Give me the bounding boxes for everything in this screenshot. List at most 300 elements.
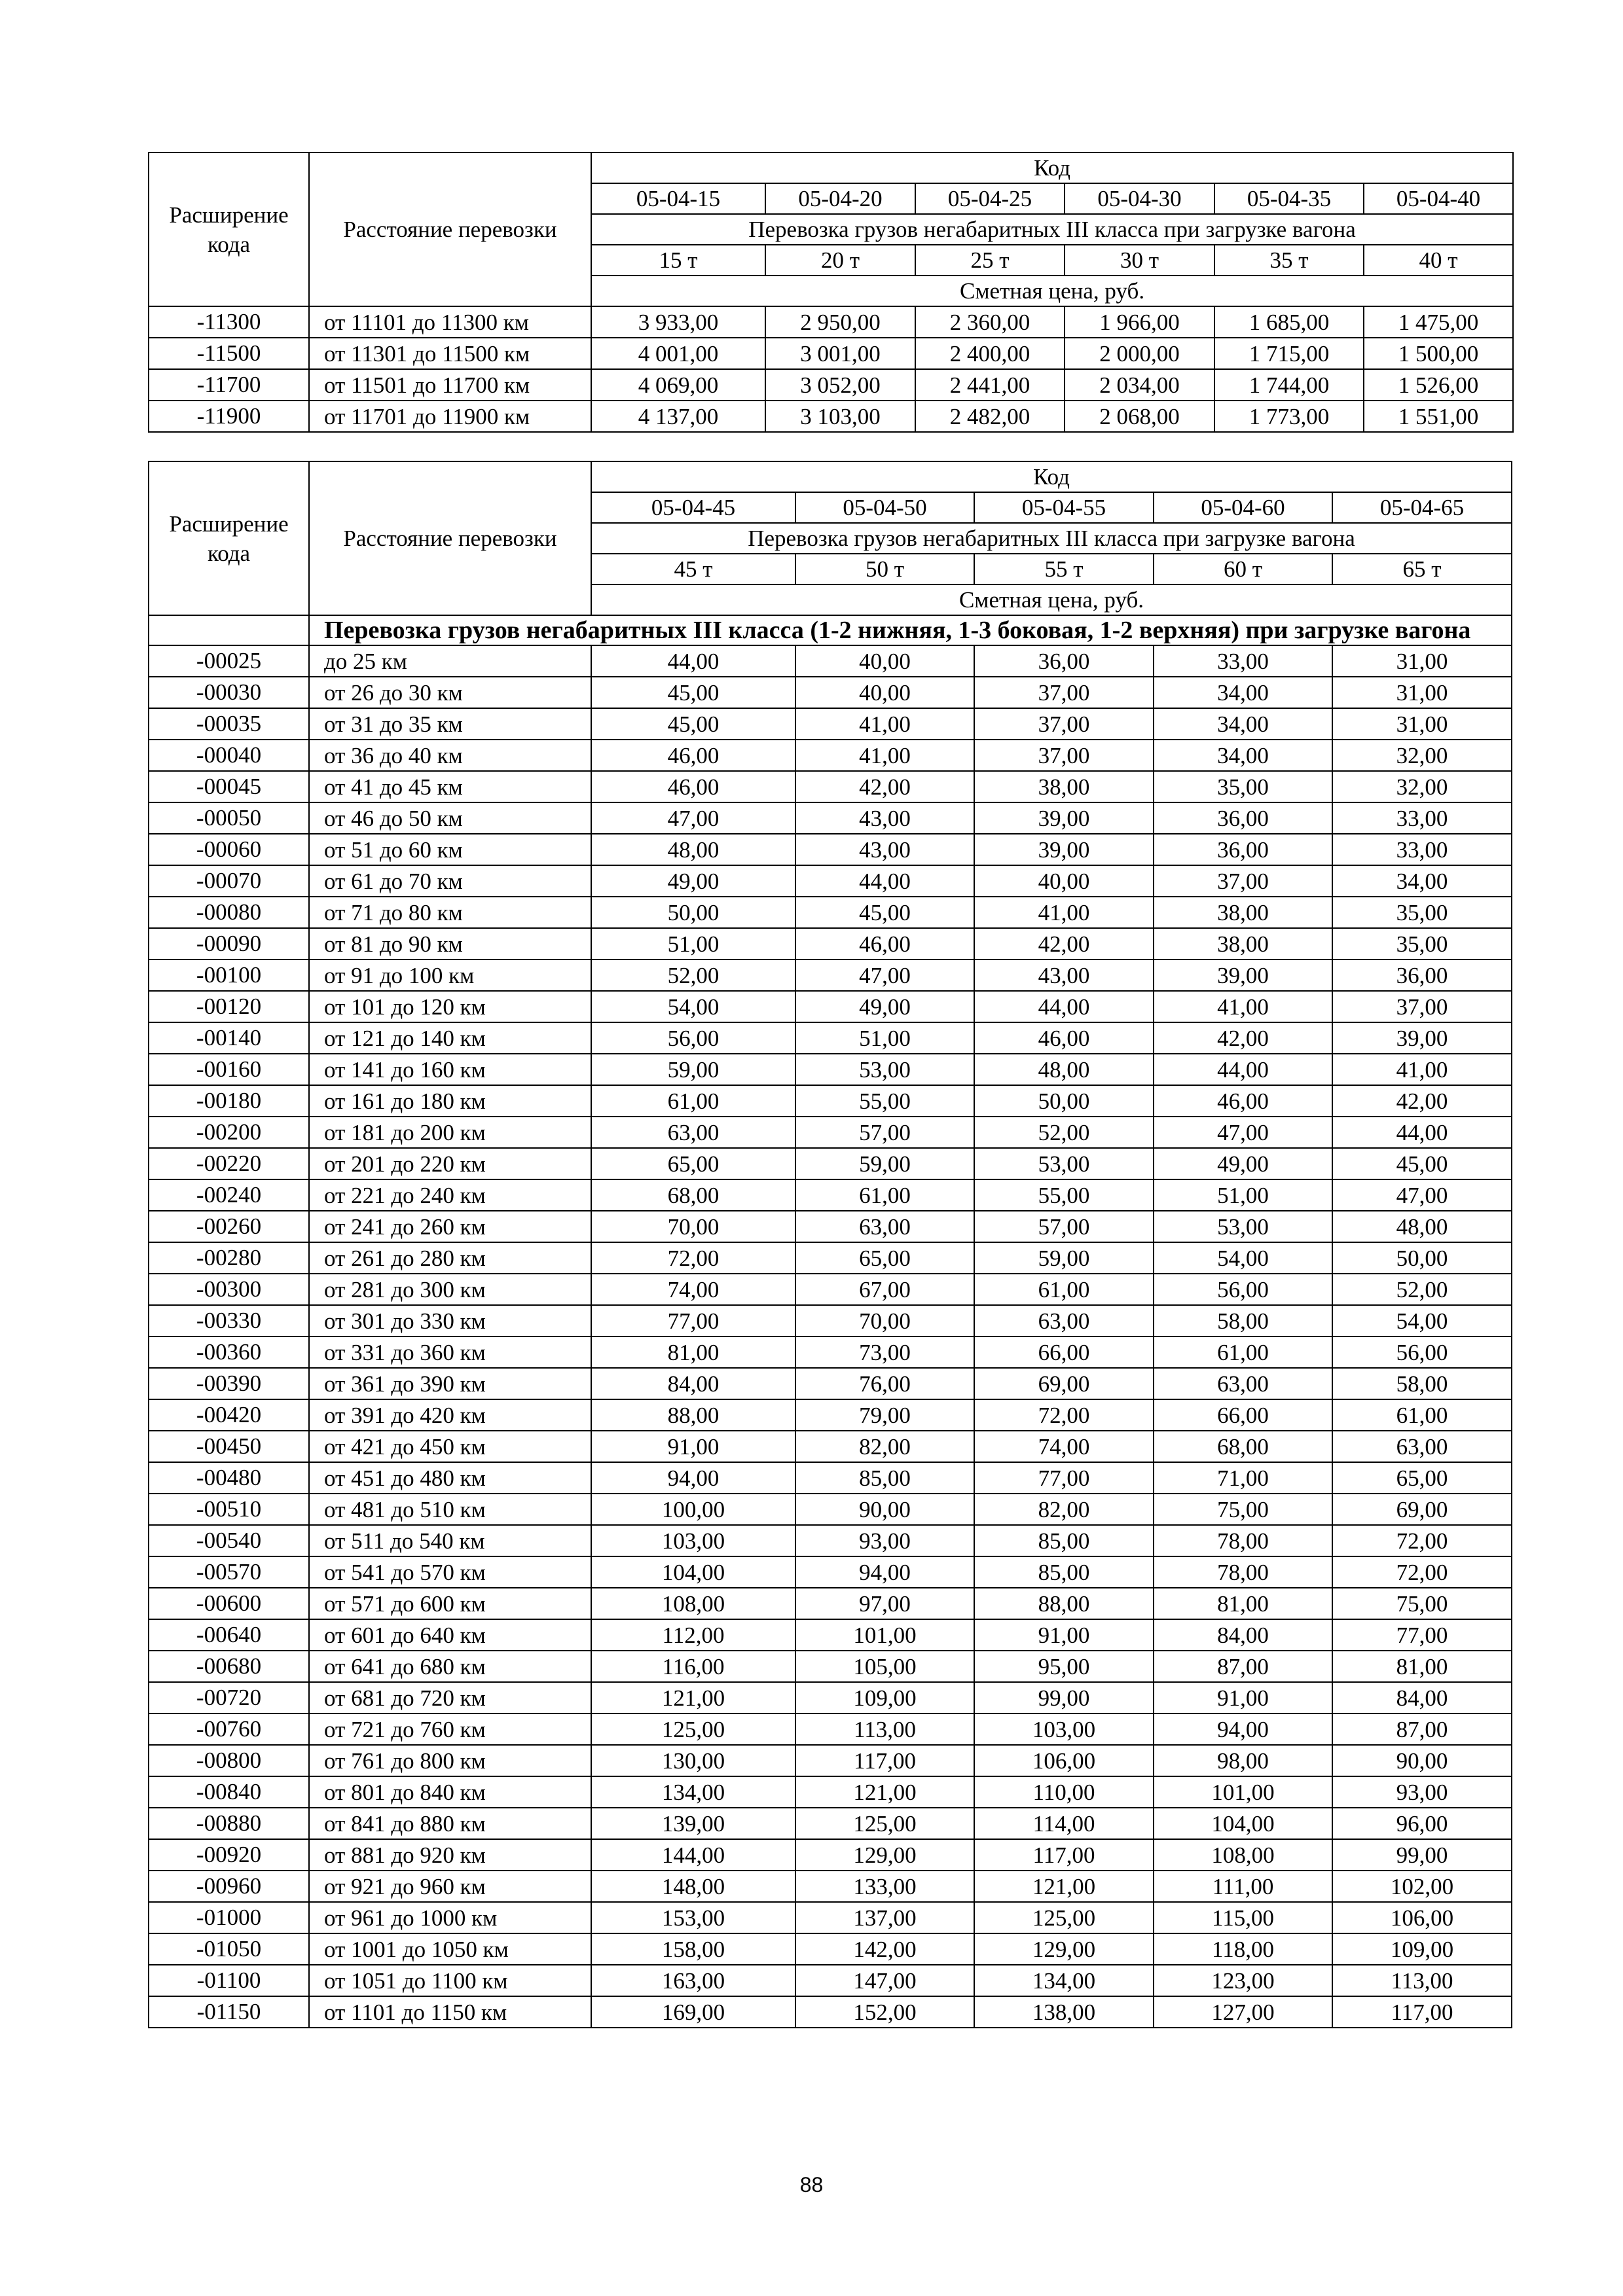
ext-code-cell: -11300	[149, 306, 309, 338]
price-cell: 43,00	[974, 960, 1154, 991]
price-cell: 98,00	[1154, 1745, 1332, 1776]
distance-cell: от 841 до 880 км	[309, 1808, 591, 1839]
price-cell: 54,00	[1332, 1305, 1512, 1336]
price-cell: 68,00	[591, 1179, 795, 1211]
price-cell: 49,00	[1154, 1148, 1332, 1179]
price-cell: 94,00	[591, 1462, 795, 1494]
distance-cell: от 141 до 160 км	[309, 1054, 591, 1085]
load-cell: 35 т	[1214, 245, 1364, 276]
code-cell: 05-04-30	[1065, 183, 1214, 214]
price-cell: 3 103,00	[765, 401, 915, 432]
header-load-caption: Перевозка грузов негабаритных III класса при загрузке вагона	[591, 523, 1512, 554]
distance-cell: от 281 до 300 км	[309, 1274, 591, 1305]
price-cell: 71,00	[1154, 1462, 1332, 1494]
table-row	[149, 740, 1512, 771]
price-cell: 72,00	[1332, 1556, 1512, 1588]
load-cell: 60 т	[1154, 554, 1332, 584]
price-cell: 133,00	[795, 1871, 974, 1902]
price-cell: 57,00	[795, 1117, 974, 1148]
ext-code-cell: -00050	[149, 802, 309, 834]
price-cell: 42,00	[974, 928, 1154, 960]
price-cell: 99,00	[1332, 1839, 1512, 1871]
price-cell: 109,00	[1332, 1933, 1512, 1965]
price-cell: 77,00	[974, 1462, 1154, 1494]
table-row	[149, 802, 1512, 834]
price-cell: 45,00	[591, 708, 795, 740]
price-cell: 103,00	[974, 1713, 1154, 1745]
price-cell: 69,00	[974, 1368, 1154, 1399]
distance-cell: от 51 до 60 км	[309, 834, 591, 865]
ext-code-cell: -00220	[149, 1148, 309, 1179]
ext-code-cell: -00080	[149, 897, 309, 928]
price-cell: 65,00	[591, 1148, 795, 1179]
price-cell: 2 360,00	[915, 306, 1065, 338]
ext-code-cell: -00260	[149, 1211, 309, 1242]
price-cell: 106,00	[1332, 1902, 1512, 1933]
ext-code-cell: -11700	[149, 369, 309, 401]
price-cell: 44,00	[974, 991, 1154, 1022]
table-row	[149, 1682, 1512, 1713]
price-cell: 34,00	[1332, 865, 1512, 897]
distance-cell: от 11701 до 11900 км	[309, 401, 591, 432]
price-cell: 36,00	[1154, 802, 1332, 834]
load-cell: 30 т	[1065, 245, 1214, 276]
code-cell: 05-04-25	[915, 183, 1065, 214]
ext-code-cell: -00880	[149, 1808, 309, 1839]
price-cell: 110,00	[974, 1776, 1154, 1808]
price-cell: 125,00	[974, 1902, 1154, 1933]
price-cell: 61,00	[1154, 1336, 1332, 1368]
table-row	[149, 1494, 1512, 1525]
ext-code-cell: -00960	[149, 1871, 309, 1902]
price-cell: 34,00	[1154, 708, 1332, 740]
price-cell: 34,00	[1154, 677, 1332, 708]
ext-code-cell: -00100	[149, 960, 309, 991]
price-cell: 35,00	[1332, 897, 1512, 928]
price-cell: 125,00	[795, 1808, 974, 1839]
ext-code-cell: -01050	[149, 1933, 309, 1965]
distance-cell: от 161 до 180 км	[309, 1085, 591, 1117]
table-row	[149, 771, 1512, 802]
price-cell: 108,00	[591, 1588, 795, 1619]
price-cell: 121,00	[974, 1871, 1154, 1902]
ext-code-cell: -00760	[149, 1713, 309, 1745]
table-row	[149, 677, 1512, 708]
price-cell: 125,00	[591, 1713, 795, 1745]
price-cell: 1 551,00	[1364, 401, 1513, 432]
price-cell: 84,00	[1332, 1682, 1512, 1713]
price-cell: 42,00	[795, 771, 974, 802]
distance-cell: от 241 до 260 км	[309, 1211, 591, 1242]
price-cell: 101,00	[795, 1619, 974, 1651]
ext-code-cell: -00420	[149, 1399, 309, 1431]
ext-code-cell: -00300	[149, 1274, 309, 1305]
price-cell: 139,00	[591, 1808, 795, 1839]
price-cell: 76,00	[795, 1368, 974, 1399]
table-row	[149, 897, 1512, 928]
load-cell: 20 т	[765, 245, 915, 276]
price-cell: 32,00	[1332, 740, 1512, 771]
price-cell: 87,00	[1332, 1713, 1512, 1745]
price-cell: 40,00	[974, 865, 1154, 897]
table-row	[149, 1902, 1512, 1933]
ext-code-cell: -00160	[149, 1054, 309, 1085]
price-cell: 55,00	[974, 1179, 1154, 1211]
price-cell: 85,00	[795, 1462, 974, 1494]
price-cell: 106,00	[974, 1745, 1154, 1776]
table-row	[149, 1274, 1512, 1305]
header-price: Сметная цена, руб.	[591, 276, 1513, 306]
price-cell: 142,00	[795, 1933, 974, 1965]
price-cell: 81,00	[1332, 1651, 1512, 1682]
price-cell: 79,00	[795, 1399, 974, 1431]
price-cell: 1 715,00	[1214, 338, 1364, 369]
price-cell: 85,00	[974, 1556, 1154, 1588]
price-cell: 41,00	[1154, 991, 1332, 1022]
price-cell: 42,00	[1332, 1085, 1512, 1117]
distance-cell: от 46 до 50 км	[309, 802, 591, 834]
price-cell: 137,00	[795, 1902, 974, 1933]
price-cell: 134,00	[974, 1965, 1154, 1996]
price-cell: 63,00	[795, 1211, 974, 1242]
price-cell: 39,00	[1332, 1022, 1512, 1054]
price-cell: 3 001,00	[765, 338, 915, 369]
table-row	[149, 306, 1513, 338]
distance-cell: от 91 до 100 км	[309, 960, 591, 991]
price-cell: 95,00	[974, 1651, 1154, 1682]
price-cell: 4 069,00	[591, 369, 765, 401]
price-cell: 91,00	[974, 1619, 1154, 1651]
page-number: 88	[799, 2173, 824, 2197]
price-cell: 38,00	[1154, 897, 1332, 928]
price-cell: 117,00	[1332, 1996, 1512, 2028]
header-code: Код	[591, 461, 1512, 492]
distance-cell: от 301 до 330 км	[309, 1305, 591, 1336]
price-cell: 35,00	[1154, 771, 1332, 802]
price-cell: 56,00	[1154, 1274, 1332, 1305]
price-cell: 66,00	[1154, 1399, 1332, 1431]
price-cell: 153,00	[591, 1902, 795, 1933]
price-cell: 74,00	[974, 1431, 1154, 1462]
ext-code-cell: -00035	[149, 708, 309, 740]
price-cell: 78,00	[1154, 1556, 1332, 1588]
distance-cell: от 421 до 450 км	[309, 1431, 591, 1462]
price-cell: 66,00	[974, 1336, 1154, 1368]
price-cell: 46,00	[591, 740, 795, 771]
distance-cell: от 961 до 1000 км	[309, 1902, 591, 1933]
code-cell: 05-04-15	[591, 183, 765, 214]
ext-code-cell: -11500	[149, 338, 309, 369]
price-cell: 47,00	[1332, 1179, 1512, 1211]
price-cell: 114,00	[974, 1808, 1154, 1839]
price-cell: 75,00	[1154, 1494, 1332, 1525]
price-cell: 144,00	[591, 1839, 795, 1871]
price-cell: 48,00	[591, 834, 795, 865]
price-cell: 118,00	[1154, 1933, 1332, 1965]
distance-cell: от 81 до 90 км	[309, 928, 591, 960]
price-cell: 121,00	[795, 1776, 974, 1808]
price-cell: 148,00	[591, 1871, 795, 1902]
price-cell: 1 475,00	[1364, 306, 1513, 338]
price-cell: 2 482,00	[915, 401, 1065, 432]
table-row	[149, 1054, 1512, 1085]
header-code: Код	[591, 152, 1513, 183]
price-cell: 58,00	[1332, 1368, 1512, 1399]
ext-code-cell: -00360	[149, 1336, 309, 1368]
distance-cell: от 361 до 390 км	[309, 1368, 591, 1399]
ext-code-cell: -00570	[149, 1556, 309, 1588]
price-cell: 61,00	[591, 1085, 795, 1117]
table-row	[149, 338, 1513, 369]
table-row	[149, 1839, 1512, 1871]
price-cell: 109,00	[795, 1682, 974, 1713]
price-cell: 63,00	[1332, 1431, 1512, 1462]
price-table-1	[148, 152, 1514, 433]
price-cell: 97,00	[795, 1588, 974, 1619]
table-row	[149, 1117, 1512, 1148]
code-cell: 05-04-60	[1154, 492, 1332, 523]
price-cell: 103,00	[591, 1525, 795, 1556]
distance-cell: от 61 до 70 км	[309, 865, 591, 897]
distance-cell: от 511 до 540 км	[309, 1525, 591, 1556]
distance-cell: от 761 до 800 км	[309, 1745, 591, 1776]
price-cell: 123,00	[1154, 1965, 1332, 1996]
header-ext-code: Расширение кода	[149, 461, 309, 615]
table-row	[149, 1336, 1512, 1368]
price-cell: 44,00	[591, 645, 795, 677]
table-row	[149, 960, 1512, 991]
price-cell: 169,00	[591, 1996, 795, 2028]
price-cell: 1 966,00	[1065, 306, 1214, 338]
price-cell: 46,00	[591, 771, 795, 802]
price-cell: 138,00	[974, 1996, 1154, 2028]
price-cell: 49,00	[795, 991, 974, 1022]
price-cell: 45,00	[795, 897, 974, 928]
table-row	[149, 1368, 1512, 1399]
ext-code-cell: -00120	[149, 991, 309, 1022]
price-cell: 72,00	[1332, 1525, 1512, 1556]
table-row	[149, 1933, 1512, 1965]
section-title: Перевозка грузов негабаритных III класса (1-2 нижняя, 1-3 боковая, 1-2 верхняя) при загрузке вагона	[309, 615, 1512, 645]
price-cell: 33,00	[1154, 645, 1332, 677]
distance-cell: от 121 до 140 км	[309, 1022, 591, 1054]
distance-cell: от 11101 до 11300 км	[309, 306, 591, 338]
code-cell: 05-04-40	[1364, 183, 1513, 214]
ext-code-cell: -00060	[149, 834, 309, 865]
distance-cell: от 331 до 360 км	[309, 1336, 591, 1368]
table-row	[149, 1305, 1512, 1336]
price-cell: 37,00	[974, 677, 1154, 708]
price-cell: 111,00	[1154, 1871, 1332, 1902]
price-cell: 52,00	[591, 960, 795, 991]
price-cell: 72,00	[591, 1242, 795, 1274]
ext-code-cell: -00640	[149, 1619, 309, 1651]
price-cell: 61,00	[795, 1179, 974, 1211]
ext-code-cell: -00680	[149, 1651, 309, 1682]
table-row	[149, 1556, 1512, 1588]
price-cell: 91,00	[1154, 1682, 1332, 1713]
table-row	[149, 1431, 1512, 1462]
price-cell: 1 685,00	[1214, 306, 1364, 338]
price-cell: 117,00	[795, 1745, 974, 1776]
price-cell: 77,00	[591, 1305, 795, 1336]
table-row	[149, 401, 1513, 432]
price-cell: 41,00	[974, 897, 1154, 928]
price-cell: 117,00	[974, 1839, 1154, 1871]
load-cell: 55 т	[974, 554, 1154, 584]
ext-code-cell: -00510	[149, 1494, 309, 1525]
distance-cell: от 1101 до 1150 км	[309, 1996, 591, 2028]
price-cell: 54,00	[591, 991, 795, 1022]
table-row	[149, 1871, 1512, 1902]
price-cell: 113,00	[1332, 1965, 1512, 1996]
price-cell: 81,00	[1154, 1588, 1332, 1619]
price-cell: 46,00	[974, 1022, 1154, 1054]
price-cell: 44,00	[795, 865, 974, 897]
price-cell: 43,00	[795, 834, 974, 865]
table-row	[149, 1399, 1512, 1431]
price-cell: 55,00	[795, 1085, 974, 1117]
price-cell: 3 052,00	[765, 369, 915, 401]
price-cell: 39,00	[1154, 960, 1332, 991]
ext-code-cell: -00600	[149, 1588, 309, 1619]
price-cell: 2 068,00	[1065, 401, 1214, 432]
table-row	[149, 865, 1512, 897]
price-cell: 31,00	[1332, 677, 1512, 708]
price-cell: 44,00	[1332, 1117, 1512, 1148]
price-cell: 127,00	[1154, 1996, 1332, 2028]
price-cell: 54,00	[1154, 1242, 1332, 1274]
price-cell: 99,00	[974, 1682, 1154, 1713]
price-cell: 46,00	[1154, 1085, 1332, 1117]
price-cell: 121,00	[591, 1682, 795, 1713]
price-cell: 47,00	[795, 960, 974, 991]
price-cell: 44,00	[1154, 1054, 1332, 1085]
price-cell: 1 526,00	[1364, 369, 1513, 401]
distance-cell: до 25 км	[309, 645, 591, 677]
price-cell: 40,00	[795, 677, 974, 708]
price-cell: 3 933,00	[591, 306, 765, 338]
distance-cell: от 41 до 45 км	[309, 771, 591, 802]
code-cell: 05-04-65	[1332, 492, 1512, 523]
price-cell: 63,00	[974, 1305, 1154, 1336]
distance-cell: от 221 до 240 км	[309, 1179, 591, 1211]
price-cell: 163,00	[591, 1965, 795, 1996]
price-cell: 47,00	[591, 802, 795, 834]
price-cell: 115,00	[1154, 1902, 1332, 1933]
ext-code-cell: -00480	[149, 1462, 309, 1494]
price-cell: 59,00	[591, 1054, 795, 1085]
price-cell: 38,00	[974, 771, 1154, 802]
price-cell: 31,00	[1332, 708, 1512, 740]
price-cell: 2 034,00	[1065, 369, 1214, 401]
price-cell: 147,00	[795, 1965, 974, 1996]
table-row	[149, 1619, 1512, 1651]
price-cell: 2 000,00	[1065, 338, 1214, 369]
price-cell: 38,00	[1154, 928, 1332, 960]
price-cell: 93,00	[795, 1525, 974, 1556]
ext-code-cell: -00045	[149, 771, 309, 802]
price-cell: 52,00	[974, 1117, 1154, 1148]
table-row	[149, 1776, 1512, 1808]
price-cell: 53,00	[974, 1148, 1154, 1179]
price-cell: 158,00	[591, 1933, 795, 1965]
price-cell: 93,00	[1332, 1776, 1512, 1808]
price-cell: 88,00	[974, 1588, 1154, 1619]
price-cell: 108,00	[1154, 1839, 1332, 1871]
price-cell: 50,00	[974, 1085, 1154, 1117]
table-row	[149, 1022, 1512, 1054]
price-cell: 70,00	[591, 1211, 795, 1242]
price-cell: 2 950,00	[765, 306, 915, 338]
code-cell: 05-04-20	[765, 183, 915, 214]
table-row	[149, 1525, 1512, 1556]
price-cell: 39,00	[974, 834, 1154, 865]
ext-code-cell: -00090	[149, 928, 309, 960]
table-row	[149, 1996, 1512, 2028]
ext-code-cell: -01000	[149, 1902, 309, 1933]
price-cell: 90,00	[1332, 1745, 1512, 1776]
price-cell: 41,00	[1332, 1054, 1512, 1085]
ext-code-cell: -00200	[149, 1117, 309, 1148]
price-cell: 70,00	[795, 1305, 974, 1336]
load-cell: 40 т	[1364, 245, 1513, 276]
distance-cell: от 481 до 510 км	[309, 1494, 591, 1525]
price-cell: 112,00	[591, 1619, 795, 1651]
table-row	[149, 1651, 1512, 1682]
ext-code-cell: -01100	[149, 1965, 309, 1996]
table-row	[149, 708, 1512, 740]
price-cell: 116,00	[591, 1651, 795, 1682]
price-cell: 82,00	[795, 1431, 974, 1462]
price-cell: 37,00	[1332, 991, 1512, 1022]
code-cell: 05-04-35	[1214, 183, 1364, 214]
ext-code-cell: -00040	[149, 740, 309, 771]
price-cell: 33,00	[1332, 834, 1512, 865]
price-cell: 36,00	[974, 645, 1154, 677]
header-price: Сметная цена, руб.	[591, 584, 1512, 615]
price-cell: 81,00	[591, 1336, 795, 1368]
distance-cell: от 1001 до 1050 км	[309, 1933, 591, 1965]
distance-cell: от 181 до 200 км	[309, 1117, 591, 1148]
price-cell: 130,00	[591, 1745, 795, 1776]
price-cell: 37,00	[974, 740, 1154, 771]
table-row	[149, 834, 1512, 865]
price-cell: 1 773,00	[1214, 401, 1364, 432]
table-row	[149, 1085, 1512, 1117]
price-cell: 41,00	[795, 740, 974, 771]
price-cell: 57,00	[974, 1211, 1154, 1242]
price-cell: 37,00	[1154, 865, 1332, 897]
distance-cell: от 31 до 35 км	[309, 708, 591, 740]
table-row	[149, 991, 1512, 1022]
ext-code-cell: -00720	[149, 1682, 309, 1713]
price-cell: 96,00	[1332, 1808, 1512, 1839]
price-cell: 152,00	[795, 1996, 974, 2028]
price-cell: 113,00	[795, 1713, 974, 1745]
table-row	[149, 1745, 1512, 1776]
price-cell: 74,00	[591, 1274, 795, 1305]
price-cell: 105,00	[795, 1651, 974, 1682]
table-row	[149, 928, 1512, 960]
price-cell: 50,00	[1332, 1242, 1512, 1274]
price-cell: 48,00	[974, 1054, 1154, 1085]
load-cell: 45 т	[591, 554, 795, 584]
price-cell: 84,00	[1154, 1619, 1332, 1651]
ext-code-cell: -00390	[149, 1368, 309, 1399]
price-cell: 91,00	[591, 1431, 795, 1462]
distance-cell: от 601 до 640 км	[309, 1619, 591, 1651]
